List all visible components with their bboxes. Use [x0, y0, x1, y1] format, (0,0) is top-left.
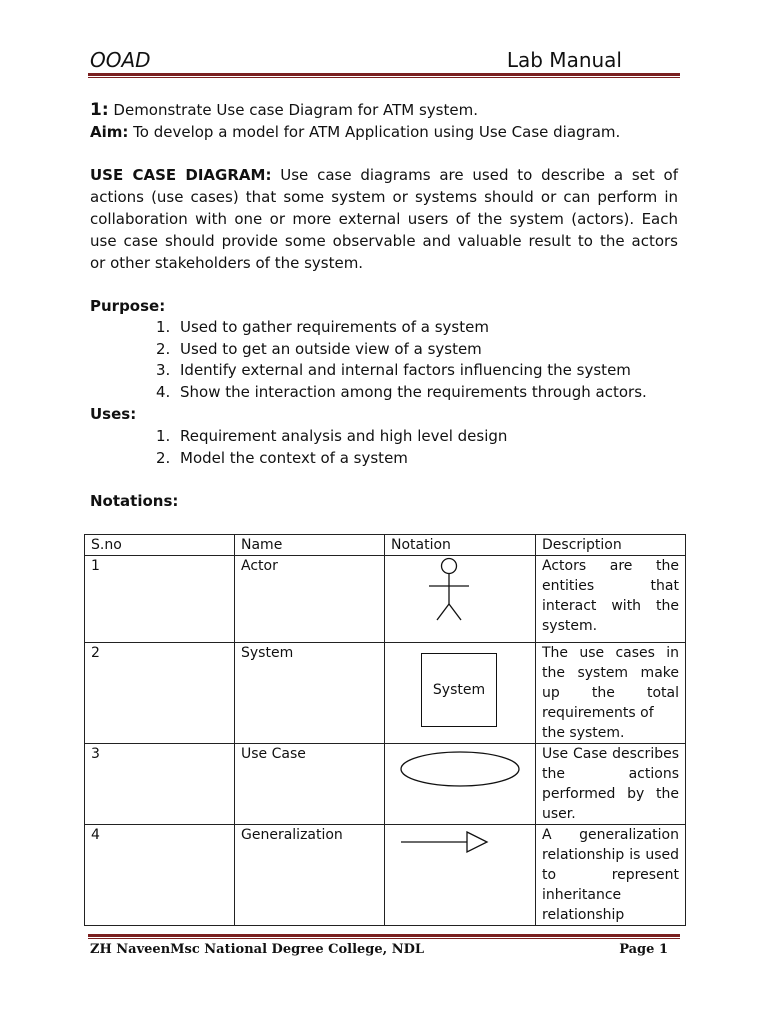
intro-line-3: collaboration with one or more external users of the system (actors). Each [90, 210, 678, 228]
notations-table [84, 534, 686, 926]
footer-page-number: Page 1 [619, 942, 668, 957]
list-item: 1. Used to gather requirements of a system [156, 318, 489, 336]
exercise-title: Demonstrate Use case Diagram for ATM system. [108, 101, 478, 119]
cell-notation [385, 643, 536, 744]
list-item: 4. Show the interaction among the requirements through actors. [156, 382, 647, 401]
intro-line-4: use case should provide some observable and valuable result to the actors [90, 232, 678, 250]
aim-label: Aim: [90, 123, 129, 141]
header-rule [88, 73, 680, 76]
cell-name: Use Case [235, 744, 385, 825]
purpose-list [156, 317, 647, 403]
aim-text: To develop a model for ATM Application using Use Case diagram. [128, 123, 621, 141]
table-row [85, 825, 686, 926]
table-row [85, 556, 686, 643]
generalization-arrow-icon [391, 825, 529, 865]
cell-name: System [235, 643, 385, 744]
footer-rule-thin [88, 938, 680, 939]
cell-description: The use cases in the system make up the total requirements of the system. [536, 643, 686, 744]
header-description: Description [536, 535, 686, 556]
cell-notation [385, 825, 536, 926]
table-header-row [85, 535, 686, 556]
cell-sno: 3 [85, 744, 235, 825]
header-title: Lab Manual [506, 48, 622, 72]
actor-stick-figure-icon [391, 556, 529, 636]
list-item: 2. Used to get an outside view of a system [156, 339, 482, 358]
cell-sno: 4 [85, 825, 235, 926]
list-item: 3. Identify external and internal factors influencing the system [156, 361, 631, 379]
cell-sno: 1 [85, 556, 235, 643]
cell-description: Use Case describes the actions performed by the user. [536, 744, 686, 825]
footer-rule [88, 934, 680, 937]
aim-line [90, 121, 620, 143]
cell-name: Actor [235, 556, 385, 643]
list-item: 1. Requirement analysis and high level design [156, 427, 508, 445]
uses-heading: Uses: [90, 405, 137, 423]
intro-label: USE CASE DIAGRAM: [90, 166, 272, 184]
intro-line-2: actions (use cases) that some system or systems should or can perform in [90, 188, 678, 206]
header-sno: S.no [85, 535, 235, 556]
use-case-ellipse-icon [391, 744, 529, 792]
intro-line-1: USE CASE DIAGRAM: Use case diagrams are used to describe a set of [90, 166, 678, 184]
cell-sno: 2 [85, 643, 235, 744]
list-item: 2. Model the context of a system [156, 448, 408, 467]
header-notation: Notation [385, 535, 536, 556]
intro-line-5: or other stakeholders of the system. [90, 254, 364, 272]
cell-notation [385, 744, 536, 825]
purpose-heading: Purpose: [90, 297, 166, 315]
header-course: OOAD [90, 48, 151, 72]
header-rule-thin [88, 77, 680, 78]
uses-list [156, 426, 507, 469]
table-row [85, 643, 686, 744]
cell-description: A generalization relationship is used to represent inheritance relationship [536, 825, 686, 926]
header-name: Name [235, 535, 385, 556]
notations-heading: Notations: [90, 492, 179, 510]
exercise-number: 1: [90, 100, 109, 120]
table-row [85, 744, 686, 825]
cell-name: Generalization [235, 825, 385, 926]
system-box-label: System [421, 653, 497, 727]
system-box-icon [391, 643, 529, 739]
cell-notation [385, 556, 536, 643]
intro-paragraph [90, 164, 678, 274]
footer-college: ZH NaveenMsc National Degree College, NDL [90, 942, 424, 957]
cell-description: Actors are the entities that interact with the system. [536, 556, 686, 643]
exercise-heading [90, 99, 478, 121]
